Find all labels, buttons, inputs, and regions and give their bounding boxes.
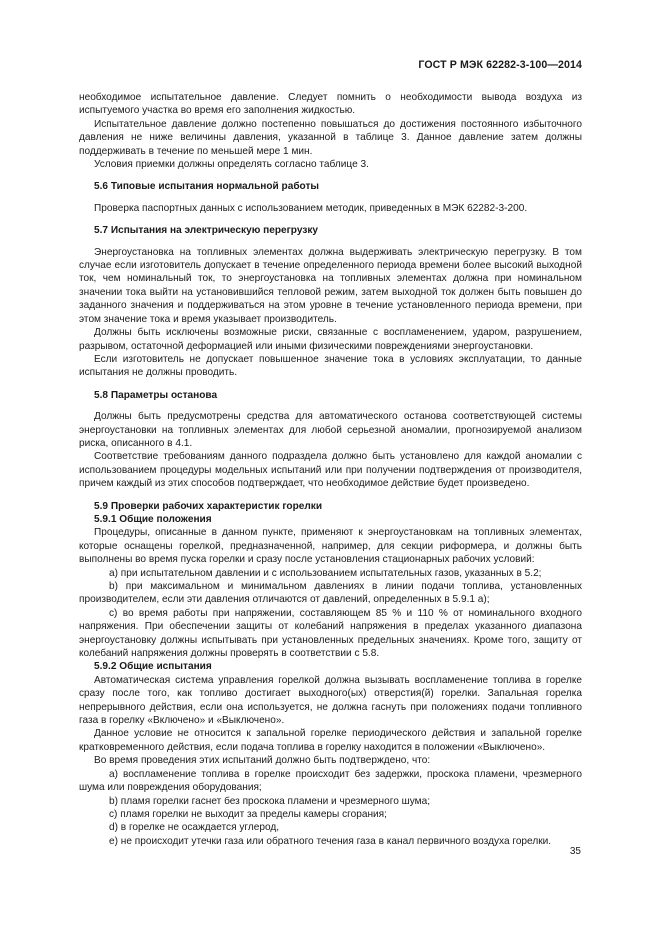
section-heading-5-6: 5.6 Типовые испытания нормальной работы: [94, 181, 320, 193]
paragraph: Процедуры, описанные в данном пункте, применяют к энергоустановкам на топливных элементах, которые оснащены горелкой, предназначенной, например, для секции риформера, и должны быть выполнены во время пуска горелки и сразу после установления стационарных рабочих условий:: [79, 527, 582, 566]
list-item: с) пламя горелки не выходит за пределы камеры сгорания;: [109, 808, 387, 820]
paragraph: Условия приемки должны определять согласно таблице 3.: [94, 159, 369, 171]
paragraph: Во время проведения этих испытаний должно быть подтверждено, что:: [94, 755, 431, 767]
list-item: b) пламя горелки гаснет без проскока пламени и чрезмерного шума;: [109, 795, 430, 807]
paragraph: Энергоустановка на топливных элементах должна выдерживать электрическую перегрузку. В том случае если изготовитель допускает в течение определенного периода времени более высокий выходной ток, чем номинальный ток, то энергоустановка на топливных элементах должна при номинальном значении тока выйти на установившийся тепловой режим, затем выходной ток должен быть повышен до заданного значения и поддерживаться на этом уровне в течение установленного периода времени, при этом значение тока и время указывает производитель.: [79, 246, 582, 325]
page-body: [79, 91, 582, 848]
paragraph: Если изготовитель не допускает повышенное значение тока в условиях эксплуатации, то данные испытания не должны проводить.: [79, 353, 582, 379]
document-header: ГОСТ Р МЭК 62282-3-100—2014: [418, 59, 582, 71]
paragraph: Проверка паспортных данных с использованием методик, приведенных в МЭК 62282-3-200.: [94, 202, 528, 214]
section-heading-5-7: 5.7 Испытания на электрическую перегрузку: [94, 225, 319, 237]
subsection-heading-5-9-1: 5.9.1 Общие положения: [94, 513, 212, 525]
paragraph: Соответствие требованиям данного подраздела должно быть установлено для каждой аномалии с использованием процедуры модельных испытаний или при получении подтверждения от производителя, причем каждый из этих способов подтверждает, что необходимое действие будет произведено.: [79, 451, 582, 490]
list-item: а) при испытательном давлении и с использованием испытательных газов, указанных в 5.2;: [109, 567, 542, 579]
paragraph: Испытательное давление должно постепенно повышаться до достижения постоянного избыточного давления не ниже величины давления, указанной в таблице 3. Данное давление затем должны поддерживать в течение по меньшей мере 1 мин.: [79, 118, 582, 157]
paragraph: Должны быть предусмотрены средства для автоматического останова соответствующей системы энергоустановки на топливных элементах для любой серьезной аномалии, прогнозируемой анализом риска, описанного в 4.1.: [79, 411, 582, 449]
page-number: 35: [569, 846, 581, 857]
list-item: е) не происходит утечки газа или обратного течения газа в канал первичного воздуха горелки.: [109, 835, 552, 847]
paragraph: Автоматическая система управления горелкой должна вызывать воспламенение топлива в горелке сразу после того, как топливо достигает выходного(ых) отверстия(й) горелки. Запальная горелка непрерывного действия, если она используется, не должна гаснуть при положениях подачи топливного газа в горелку «Включено» и «Выключено».: [79, 674, 582, 727]
list-item: а) воспламенение топлива в горелке происходит без задержки, проскока пламени, чрезмерного шума или повреждения оборудования;: [79, 768, 582, 794]
subsection-heading-5-9-2: 5.9.2 Общие испытания: [94, 661, 212, 673]
list-item: с) во время работы при напряжении, составляющем 85 % и 110 % от номинального входного напряжения. При обеспечении защиты от колебаний напряжения в пределах указанного диапазона энергоустановку должны испытывать при установленных предельных значениях. Кроме того, защиту от колебаний напряжения должны проверять в соответствии с 5.8.: [79, 607, 582, 660]
section-heading-5-9: 5.9 Проверки рабочих характеристик горелки: [94, 500, 323, 512]
list-item: d) в горелке не осаждается углерод,: [109, 822, 280, 834]
paragraph: Данное условие не относится к запальной горелке периодического действия и запальной горелке кратковременного действия, если подача топлива в горелку находится в положении «Выключено».: [79, 728, 582, 753]
paragraph: необходимое испытательное давление. Следует помнить о необходимости вывода воздуха из испытуемого участка во время его заполнения жидкостью.: [79, 92, 582, 117]
paragraph: Должны быть исключены возможные риски, связанные с воспламенением, ударом, разрушением, разрывом, остаточной деформацией или иными физическими повреждениями энергоустановки.: [79, 327, 582, 352]
section-heading-5-8: 5.8 Параметры останова: [94, 389, 218, 401]
list-item: b) при максимальном и минимальном давлениях в линии подачи топлива, установленных производителем, если эти давления отличаются от давлений, определенных в 5.9.1 а);: [79, 581, 582, 606]
